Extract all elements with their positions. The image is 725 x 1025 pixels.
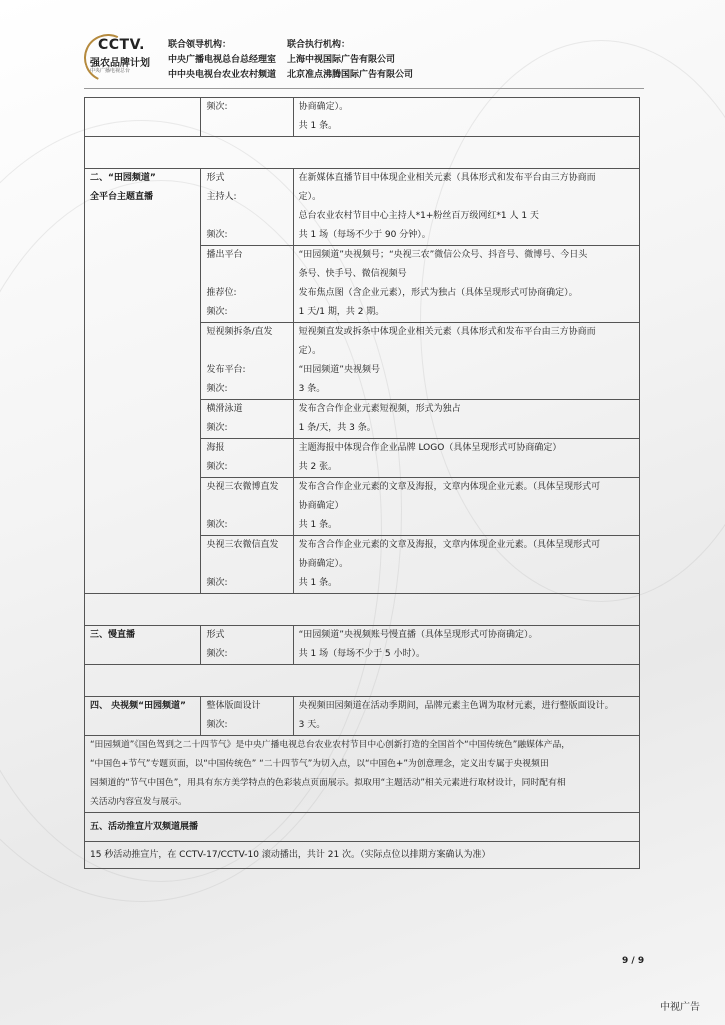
value-cell: 发布含合作企业元素的文章及海报，文章内体现企业元素。（具体呈现形式可 协商确定） 共 1 条。 bbox=[293, 478, 639, 536]
label-cell: 形式 频次: bbox=[201, 626, 293, 665]
section-title-cell bbox=[85, 169, 201, 594]
section-title-cell bbox=[85, 697, 201, 736]
document-header bbox=[84, 32, 644, 84]
footer-brand: 中视广告 bbox=[660, 1002, 700, 1013]
label-cell: 央视三农微信直发 频次: bbox=[201, 536, 293, 594]
value-cell: 发布含合作企业元素的文章及海报，文章内体现企业元素。（具体呈现形式可 协商确定）。 共 1 条。 bbox=[293, 536, 639, 594]
leader-org: 中中央电视台农业农村频道 bbox=[168, 70, 277, 80]
label-cell: 海报 频次: bbox=[201, 439, 293, 478]
cctv-brand-logo bbox=[84, 34, 160, 80]
label-cell: 频次: bbox=[201, 98, 293, 137]
table-row-spacer bbox=[85, 594, 640, 626]
executor-org: 北京准点沸腾国际广告有限公司 bbox=[287, 70, 414, 80]
logo-name: 强农品牌计划 bbox=[90, 58, 150, 69]
table-row-spacer bbox=[85, 137, 640, 169]
section-title: 全平台主题直播 bbox=[90, 192, 154, 202]
value-cell: 主题海报中体现合作企业品牌 LOGO（具体呈现形式可协商确定） 共 2 张。 bbox=[293, 439, 639, 478]
leader-orgs bbox=[168, 38, 276, 83]
section-cell bbox=[85, 98, 201, 137]
table-row bbox=[85, 736, 640, 813]
logo-subtitle: 中央广播电视总台 bbox=[90, 68, 131, 74]
logo-brand: CCTV. bbox=[98, 37, 145, 53]
table-row bbox=[85, 813, 640, 842]
value-cell: 在新媒体直播节目中体现企业相关元素（具体形式和发布平台由三方协商而 定）。 总台农业农村节目中心主持人*1+粉丝百万级网红*1 人 1 天 共 1 场（每场不少于 90 分钟）。 bbox=[293, 169, 639, 246]
section-title: 三、慢直播 bbox=[90, 630, 136, 640]
executor-orgs bbox=[287, 38, 413, 83]
label-cell: 横滑泳道 频次: bbox=[201, 400, 293, 439]
table-row bbox=[85, 98, 640, 137]
section-title: 四、 央视频“田园频道” bbox=[90, 701, 186, 711]
section-title-cell bbox=[85, 626, 201, 665]
value-cell: 协商确定）。 共 1 条。 bbox=[293, 98, 639, 137]
executor-orgs-title: 联合执行机构： bbox=[287, 40, 351, 50]
label-cell: 播出平台 推荐位: 频次: bbox=[201, 246, 293, 323]
value-cell: 发布含合作企业元素短视频，形式为独占 1 条/天，共 3 条。 bbox=[293, 400, 639, 439]
section-title-cell bbox=[85, 813, 640, 842]
label-cell: 短视频拆条/直发 发布平台: 频次: bbox=[201, 323, 293, 400]
table-row bbox=[85, 697, 640, 736]
section-title: 二、“田园频道” bbox=[90, 173, 156, 183]
description-cell: 15 秒活动推宣片，在 CCTV-17/CCTV-10 滚动播出，共计 21 次。（实际点位以排期方案确认为准） bbox=[85, 842, 640, 869]
label-cell: 形式 主持人: 频次: bbox=[201, 169, 293, 246]
page-number: 9 / 9 bbox=[622, 956, 645, 966]
executor-org: 上海中视国际广告有限公司 bbox=[287, 55, 396, 65]
table-row-spacer bbox=[85, 665, 640, 697]
leader-orgs-title: 联合领导机构： bbox=[168, 40, 232, 50]
label-cell: 整体版面设计 频次: bbox=[201, 697, 293, 736]
value-cell: “田园频道”央视频账号慢直播（具体呈现形式可协商确定）。 共 1 场（每场不少于 5 小时）。 bbox=[293, 626, 639, 665]
value-cell: 短视频直发或拆条中体现企业相关元素（具体形式和发布平台由三方协商而 定）。 “田园频道”央视频号 3 条。 bbox=[293, 323, 639, 400]
value-cell: 央视频田园频道在活动季期间，品牌元素主色调为取材元素，进行整版面设计。 3 天。 bbox=[293, 697, 639, 736]
value-cell: “田园频道”央视频号；“央视三农”微信公众号、抖音号、微博号、今日头 条号、快手号、微信视频号 发布焦点图（含企业元素），形式为独占（具体呈现形式可协商确定）。 1 天/1 期，共 2 期。 bbox=[293, 246, 639, 323]
table-row bbox=[85, 842, 640, 869]
description-cell: “田园频道”《国色驾到之二十四节气》是中央广播电视总台农业农村节目中心创新打造的全国首个“中国传统色”融媒体产品， “中国色+节气”专题页面，以“中国传统色” “二十四节气”为切入点，以“中国色+”为创意理念，定义出专属于央视频田 园频道的“节气中国色”，用具有东方美学特点的色彩装点页面展示。拟取用“主题活动”相关元素进行取材设计，同时配有相 关活动内容宣发与展示。 bbox=[85, 736, 640, 813]
leader-org: 中央广播电视总台总经理室 bbox=[168, 55, 277, 65]
label-cell: 央视三农微博直发 频次: bbox=[201, 478, 293, 536]
media-plan-table bbox=[84, 97, 640, 869]
table-row bbox=[85, 626, 640, 665]
header-divider bbox=[84, 88, 644, 89]
table-row bbox=[85, 169, 640, 246]
section-title: 五、活动推宣片双频道展播 bbox=[90, 822, 199, 832]
